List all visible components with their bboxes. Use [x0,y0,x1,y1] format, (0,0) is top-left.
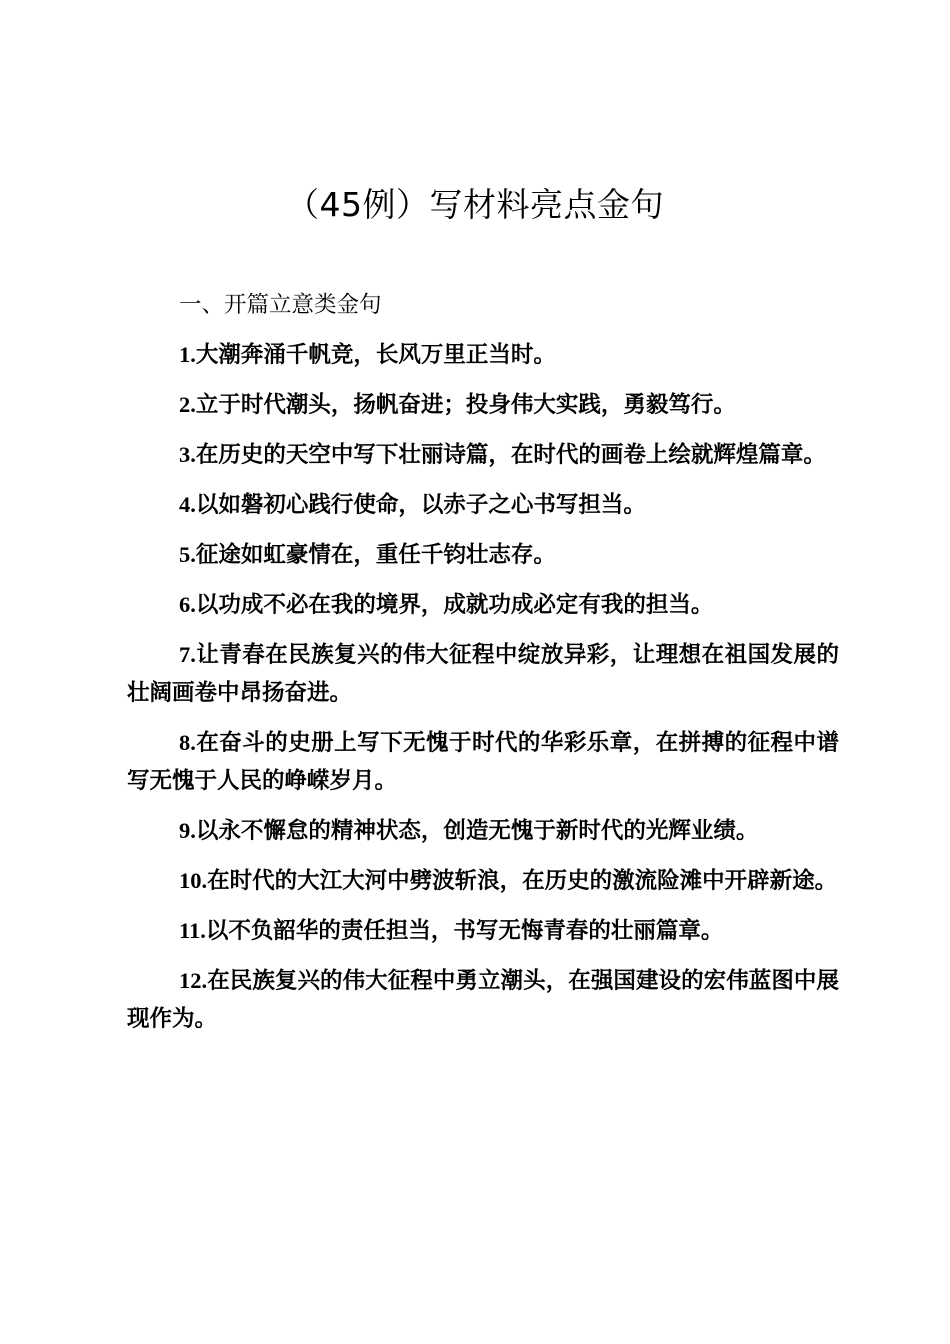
quote-number: 7. [179,642,196,667]
quote-number: 11. [179,918,206,943]
quote-text: 在历史的天空中写下壮丽诗篇，在时代的画卷上绘就辉煌篇章。 [195,442,826,468]
quote-item [127,536,839,574]
quote-item [127,636,839,712]
quote-text: 大潮奔涌千帆竞，长风万里正当时。 [195,342,556,368]
quote-number: 6. [179,592,196,617]
quote-item [127,336,839,374]
quote-number: 5. [179,542,196,567]
quote-item [127,486,839,524]
quote-text: 立于时代潮头，扬帆奋进；投身伟大实践，勇毅笃行。 [195,392,736,418]
quote-item [127,862,839,900]
document-body [127,286,839,1038]
quote-number: 1. [179,342,196,367]
quote-text: 在时代的大江大河中劈波斩浪，在历史的激流险滩中开辟新途。 [207,868,838,894]
quote-text: 在民族复兴的伟大征程中勇立潮头，在强国建设的宏伟蓝图中展现作为。 [127,968,839,1032]
quote-text: 在奋斗的史册上写下无愧于时代的华彩乐章，在拼搏的征程中谱写无愧于人民的峥嵘岁月。 [127,730,839,794]
quote-text: 征途如虹豪情在，重任千钧壮志存。 [195,542,556,568]
quote-number: 10. [179,868,208,893]
quote-item [127,386,839,424]
quote-item [127,724,839,800]
quote-item [127,586,839,624]
quote-text: 以功成不必在我的境界，成就功成必定有我的担当。 [195,592,714,618]
quote-text: 以永不懈怠的精神状态，创造无愧于新时代的光辉业绩。 [195,818,759,844]
quote-number: 2. [179,392,196,417]
quote-text: 让青春在民族复兴的伟大征程中绽放异彩，让理想在祖国发展的壮阔画卷中昂扬奋进。 [127,642,839,706]
document-title: （45例）写材料亮点金句 [286,185,664,224]
quote-number: 3. [179,442,196,467]
quote-item [127,436,839,474]
quote-text: 以如磐初心践行使命，以赤子之心书写担当。 [195,492,646,518]
quote-item [127,962,839,1038]
quote-number: 4. [179,492,196,517]
quote-number: 12. [179,968,208,993]
section-heading: 一、开篇立意类金句 [179,292,382,318]
quote-number: 8. [179,730,196,755]
quote-list [127,336,839,1038]
quote-text: 以不负韶华的责任担当，书写无悔青春的壮丽篇章。 [205,918,724,944]
quote-item [127,912,839,950]
quote-number: 9. [179,818,196,843]
quote-item [127,812,839,850]
